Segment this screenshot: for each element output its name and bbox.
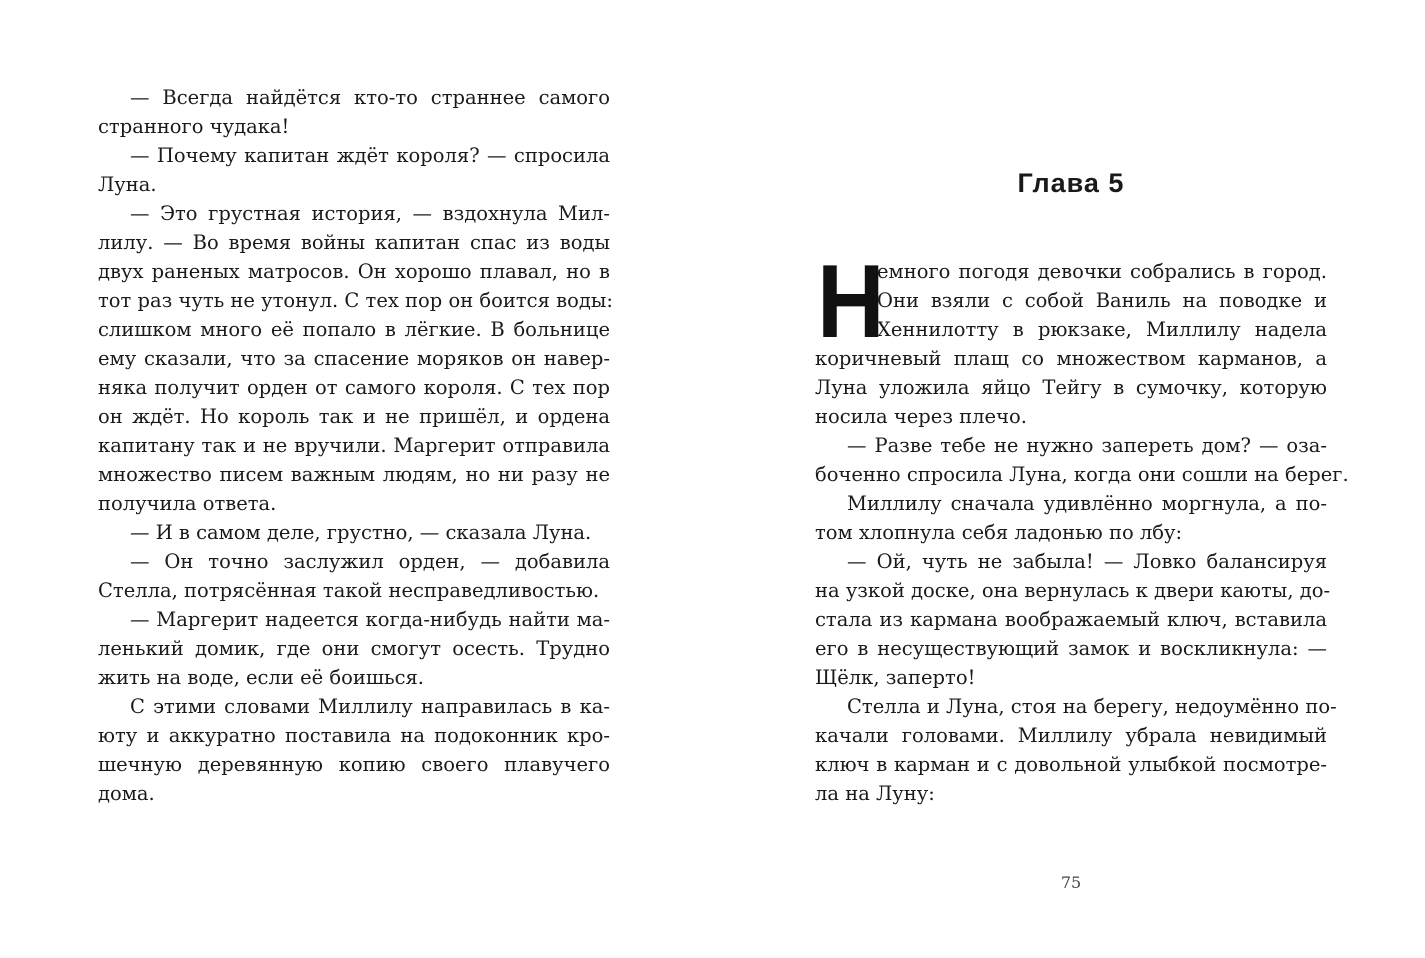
text-line: — Ой, чуть не забыла! — Ловко балансируя bbox=[847, 550, 1327, 573]
text-line: коричневый плащ со множеством карманов, а bbox=[815, 347, 1327, 370]
text-line: слишком много её попало в лёгкие. В больнице bbox=[98, 318, 610, 341]
text-line: Стелла и Луна, стоя на берегу, недоумённо по- bbox=[847, 695, 1337, 718]
text-line: ключ в карман и с довольной улыбкой посмотре- bbox=[815, 753, 1327, 776]
text-line: емного погодя девочки собрались в город. bbox=[877, 260, 1327, 283]
page-number: 75 bbox=[1060, 873, 1082, 892]
text-line: он ждёт. Но король так и не пришёл, и ордена bbox=[98, 405, 610, 428]
text-line: — Разве тебе не нужно запереть дом? — оза- bbox=[847, 434, 1327, 457]
text-line: ленький домик, где они смогут осесть. Трудно bbox=[98, 637, 610, 660]
chapter-title: Глава 5 bbox=[1017, 168, 1125, 198]
text-line: странного чудака! bbox=[98, 115, 290, 138]
text-line: няка получит орден от самого короля. С тех пор bbox=[98, 376, 610, 399]
text-line: Щёлк, заперто! bbox=[815, 666, 976, 689]
text-line: ла на Луну: bbox=[815, 782, 935, 805]
text-line: качали головами. Миллилу убрала невидимый bbox=[815, 724, 1327, 747]
text-line: Луна. bbox=[98, 173, 157, 196]
text-line: носила через плечо. bbox=[815, 405, 1027, 428]
text-line: — Почему капитан ждёт короля? — спросила bbox=[130, 144, 610, 167]
text-line: жить на воде, если её боишься. bbox=[98, 666, 424, 689]
text-line: его в несуществующий замок и воскликнула: — bbox=[815, 637, 1327, 660]
text-line: получила ответа. bbox=[98, 492, 277, 515]
left-page-text bbox=[98, 83, 613, 808]
text-line: двух раненых матросов. Он хорошо плавал, но в bbox=[98, 260, 610, 283]
text-line: С этими словами Миллилу направилась в ка- bbox=[130, 695, 610, 718]
text-line: — Он точно заслужил орден, — добавила bbox=[130, 550, 610, 573]
drop-cap-letter: Н bbox=[817, 244, 885, 360]
text-line: Луна уложила яйцо Тейгу в сумочку, которую bbox=[815, 376, 1327, 399]
text-line: — Это грустная история, — вздохнула Мил- bbox=[130, 202, 610, 225]
text-line: Стелла, потрясённая такой несправедливостью. bbox=[98, 579, 600, 602]
text-line: юту и аккуратно поставила на подоконник кро- bbox=[98, 724, 610, 747]
text-line: шечную деревянную копию своего плавучего bbox=[98, 753, 610, 776]
text-line: Они взяли с собой Ваниль на поводке и bbox=[877, 289, 1327, 312]
right-page-text bbox=[815, 244, 1349, 808]
text-line: капитану так и не вручили. Маргерит отправила bbox=[98, 434, 610, 457]
text-line: ему сказали, что за спасение моряков он навер- bbox=[98, 347, 610, 370]
text-line: тот раз чуть не утонул. С тех пор он боится воды: bbox=[98, 289, 613, 312]
text-line: лилу. — Во время войны капитан спас из воды bbox=[98, 231, 610, 254]
text-line: дома. bbox=[98, 782, 155, 805]
text-line: на узкой доске, она вернулась к двери каюты, до- bbox=[815, 579, 1331, 602]
text-line: — Всегда найдётся кто-то страннее самого bbox=[130, 86, 610, 109]
text-line: том хлопнула себя ладонью по лбу: bbox=[815, 521, 1183, 544]
text-line: боченно спросила Луна, когда они сошли на берег. bbox=[815, 463, 1349, 486]
text-line: — И в самом деле, грустно, — сказала Луна. bbox=[130, 521, 592, 544]
text-line: Хеннилотту в рюкзаке, Миллилу надела bbox=[877, 318, 1327, 341]
text-line: — Маргерит надеется когда-нибудь найти ма- bbox=[130, 608, 610, 631]
text-line: множество писем важным людям, но ни разу не bbox=[98, 463, 610, 486]
text-line: Миллилу сначала удивлённо моргнула, а по- bbox=[847, 492, 1327, 515]
text-line: стала из кармана воображаемый ключ, вставила bbox=[815, 608, 1327, 631]
